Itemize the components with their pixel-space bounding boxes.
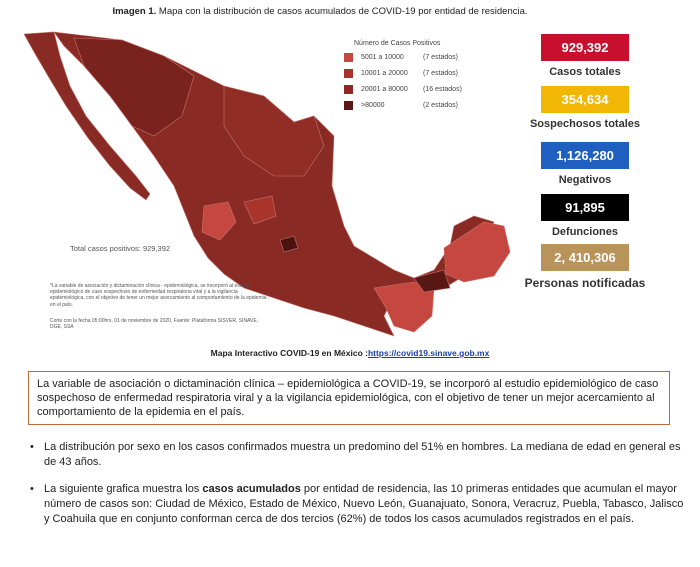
stat-deaths-label: Defunciones <box>551 226 618 238</box>
map-source: Corte con la fecha 05:00hrs, 01 de noviembre de 2020. Fuente: Plataforma SISVER, SINAVE, DGE, SSA <box>50 318 259 331</box>
stat-deaths-value: 91,895 <box>541 194 629 221</box>
legend-item <box>344 67 462 80</box>
legend-item <box>344 83 462 96</box>
legend-range: 5001 a 10000 <box>361 54 404 61</box>
stat-total-cases-value: 929,392 <box>541 34 629 61</box>
legend-swatch <box>344 53 353 62</box>
stat-negative-label: Negativos <box>558 174 612 186</box>
legend-count: (2 estados) <box>423 102 459 109</box>
legend-title: Número de Casos Positivos <box>354 40 441 47</box>
stat-notified <box>510 244 660 290</box>
legend-swatch <box>344 85 353 94</box>
bullet-icon: • <box>30 483 34 495</box>
interactive-map-label: Mapa Interactivo COVID-19 en México : <box>210 348 368 358</box>
bullet-list <box>22 440 690 539</box>
legend-range: 20001 a 80000 <box>361 86 408 93</box>
legend-item <box>344 51 462 64</box>
stat-deaths <box>530 194 640 238</box>
stat-suspected <box>518 86 652 130</box>
stat-suspected-label: Sospechosos totales <box>529 118 641 130</box>
legend-range: >80000 <box>361 102 385 109</box>
legend-range: 10001 a 20000 <box>361 70 408 77</box>
total-positive-label: Total casos positivos: 929,392 <box>70 244 171 253</box>
list-item <box>22 440 690 470</box>
map-footnote: *La variable de asociación y dictaminación clínica - epidemiológica, se incorporó al estudio epidemiológico de caso sospechoso de enfermedad respiratoria viral y a la vigilancia epidemiológica, con el objetivo de tener un mejor acercamiento al comportamiento de la epidemia en el país. <box>50 283 267 308</box>
bullet-text-pre: La siguiente grafica muestra los <box>44 483 203 495</box>
stat-notified-label: Personas notificadas <box>524 276 646 290</box>
legend-count: (7 estados) <box>423 54 459 61</box>
map-legend <box>344 40 462 115</box>
bullet-text: La distribución por sexo en los casos confirmados muestra un predomino del 51% en hombres. La mediana de edad en general es de 43 años. <box>44 441 681 468</box>
legend-count: (16 estados) <box>423 86 462 93</box>
bullet-text <box>44 482 690 527</box>
legend-item <box>344 99 462 112</box>
stat-suspected-value: 354,634 <box>541 86 629 113</box>
figure-title-bold: Imagen 1. <box>112 6 157 17</box>
stat-negative <box>530 142 640 186</box>
stat-total-cases <box>530 34 640 78</box>
interactive-map-line <box>0 348 700 358</box>
list-item <box>22 482 690 527</box>
stat-notified-value: 2, 410,306 <box>541 244 629 271</box>
bullet-icon: • <box>30 441 34 453</box>
stat-negative-value: 1,126,280 <box>541 142 629 169</box>
callout-box: La variable de asociación o dictaminación clínica – epidemiológica a COVID-19, se incorporó al estudio epidemiológico de caso sospechoso de enfermedad respiratoria viral y a la vigilancia epidemiológica, con el objetivo de tener un mejor acercamiento al comportamiento de la epidemia en el país. <box>28 371 670 425</box>
legend-swatch <box>344 69 353 78</box>
figure-title-text: Mapa con la distribución de casos acumulados de COVID-19 por entidad de residencia. <box>156 6 528 17</box>
legend-count: (7 estados) <box>423 70 459 77</box>
legend-swatch <box>344 101 353 110</box>
stat-total-cases-label: Casos totales <box>549 66 621 78</box>
interactive-map-link[interactable]: https://covid19.sinave.gob.mx <box>367 348 490 358</box>
bullet-text-post: por entidad de residencia, las 10 primeras entidades que acumulan el mayor número de casos son: Ciudad de México, Estado de México, Nuevo León, Guanajuato, Sonora, Veracruz, Puebla, Tabasco, Jalisco y Coahuila que en conjunto conforman cerca de dos tercios (62%) de todos los casos acumulados registrados en el país. <box>44 483 684 525</box>
figure-title <box>0 6 640 17</box>
bullet-text-bold: casos acumulados <box>202 483 301 495</box>
